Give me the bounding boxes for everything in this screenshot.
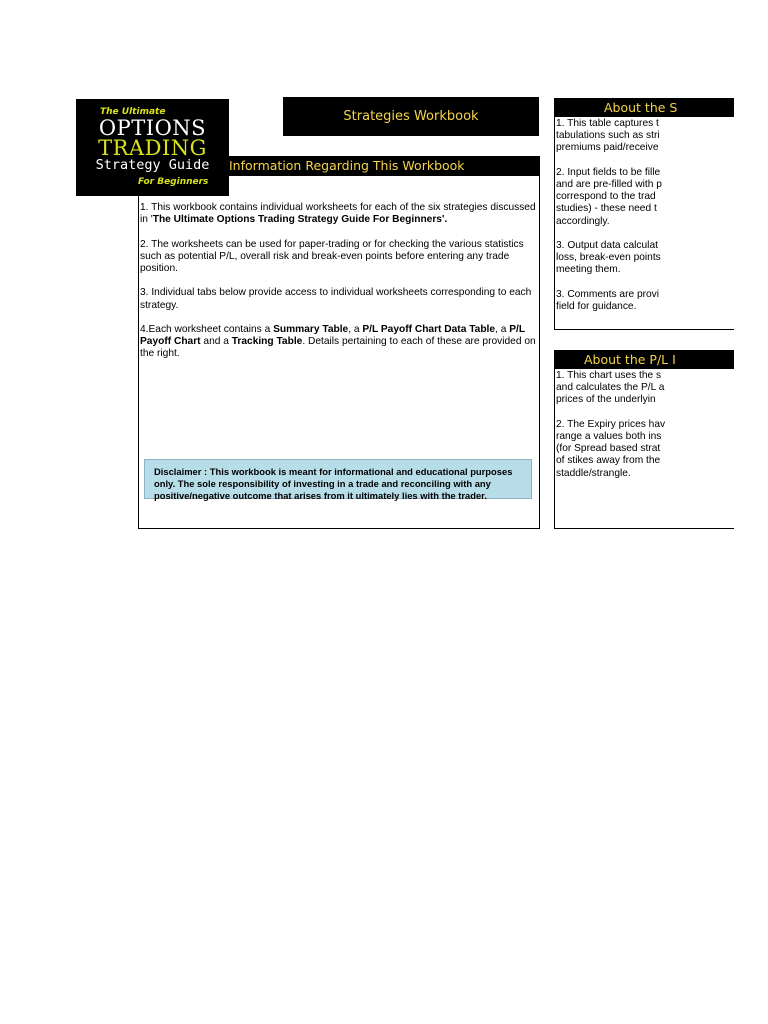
info-text: [140, 202, 538, 373]
info-paragraph-3: 3. Individual tabs below provide access to individual worksheets corresponding to each strategy.: [140, 287, 532, 311]
info-paragraph-2: 2. The worksheets can be used for paper-trading or for checking the various statistics such as potential P/L, overall risk and break-even points before entering any trade position.: [140, 238, 524, 274]
about-pl-chart-line: (for Spread based strat: [556, 443, 661, 455]
about-pl-chart-box: [554, 369, 734, 529]
info-p1-text: 1. This workbook contains individual worksheets for each of the six strategies discussed in ': [140, 202, 536, 226]
about-summary-line: premiums paid/receive: [556, 142, 659, 154]
info-p4-tracking-table: Tracking Table: [231, 336, 303, 348]
info-p4-text-g: and a: [200, 336, 232, 348]
about-pl-chart-line: 2. The Expiry prices hav: [556, 418, 666, 430]
about-pl-chart-line: 1. This chart uses the s: [556, 370, 662, 381]
about-summary-line: tabulations such as stri: [556, 130, 660, 142]
logo-line-ultimate: The Ultimate: [100, 107, 166, 117]
about-pl-chart-line: prices of the underlyin: [556, 394, 656, 406]
about-summary-line: correspond to the trad: [556, 191, 656, 203]
right-column-clipped: [554, 97, 734, 537]
about-pl-chart-line: and calculates the P/L a: [556, 382, 665, 394]
about-pl-chart-line: range a values both ins: [556, 430, 662, 442]
options-trading-logo: [76, 99, 229, 196]
about-summary-text: [556, 118, 662, 313]
logo-line-for-beginners: For Beginners: [138, 177, 209, 187]
about-summary-line: [556, 155, 662, 167]
logo-line-strategy-guide: Strategy Guide: [95, 157, 210, 173]
logo-line-trading: TRADING: [98, 136, 207, 160]
about-summary-line: field for guidance.: [556, 300, 637, 312]
about-pl-chart-text: [556, 370, 665, 480]
about-summary-line: and are pre-filled with p: [556, 178, 662, 190]
info-p4-summary-table: Summary Table: [273, 323, 349, 335]
about-summary-line: 3. Comments are provi: [556, 288, 660, 300]
about-summary-box: [554, 117, 734, 330]
info-p4-payoff-chart: P/L Payoff Chart: [140, 323, 525, 348]
about-summary-line: loss, break-even points: [556, 252, 661, 264]
info-paragraph-1: [140, 202, 538, 226]
logo-line-options: OPTIONS: [98, 116, 207, 140]
about-summary-line: meeting them.: [556, 264, 621, 276]
info-section-box: [138, 175, 540, 529]
about-summary-header: About the S: [554, 98, 734, 117]
about-pl-chart-line: staddle/strangle.: [556, 467, 631, 479]
workbook-title: Strategies Workbook: [283, 97, 539, 136]
info-p1-book-title: The Ultimate Options Trading Strategy Guide For Beginners: [152, 214, 442, 226]
info-p4-text-c: , a: [348, 323, 363, 335]
info-p4-chart-data-table: P/L Payoff Chart Data Table: [362, 323, 496, 335]
info-p4-text-e: , a: [495, 323, 510, 335]
about-summary-line: 3. Output data calculat: [556, 239, 658, 251]
info-p4-text-i: . Details pertaining to each of these are provided on the right.: [140, 336, 536, 360]
about-summary-line: 1. This table captures t: [556, 118, 659, 129]
info-p4-text-a: 4.Each worksheet contains a: [140, 323, 274, 335]
about-summary-line: [556, 228, 662, 240]
disclaimer-box: Disclaimer : This workbook is meant for informational and educational purposes only. The sole responsibility of investing in a trade and reconciling with any positive/negative outcome that arises from it ultimately lies with the trader.: [144, 459, 532, 499]
about-summary-line: accordingly.: [556, 215, 610, 227]
about-pl-chart-line: of stikes away from the: [556, 455, 661, 467]
info-paragraph-4: [140, 324, 538, 361]
about-summary-line: 2. Input fields to be fille: [556, 166, 661, 178]
info-p1-end: '.: [441, 214, 448, 226]
info-section-header: Information Regarding This Workbook: [138, 156, 540, 175]
about-pl-chart-line: [556, 407, 665, 419]
about-pl-chart-header: About the P/L I: [554, 350, 734, 369]
about-summary-line: [556, 276, 662, 288]
about-summary-line: studies) - these need t: [556, 203, 657, 215]
